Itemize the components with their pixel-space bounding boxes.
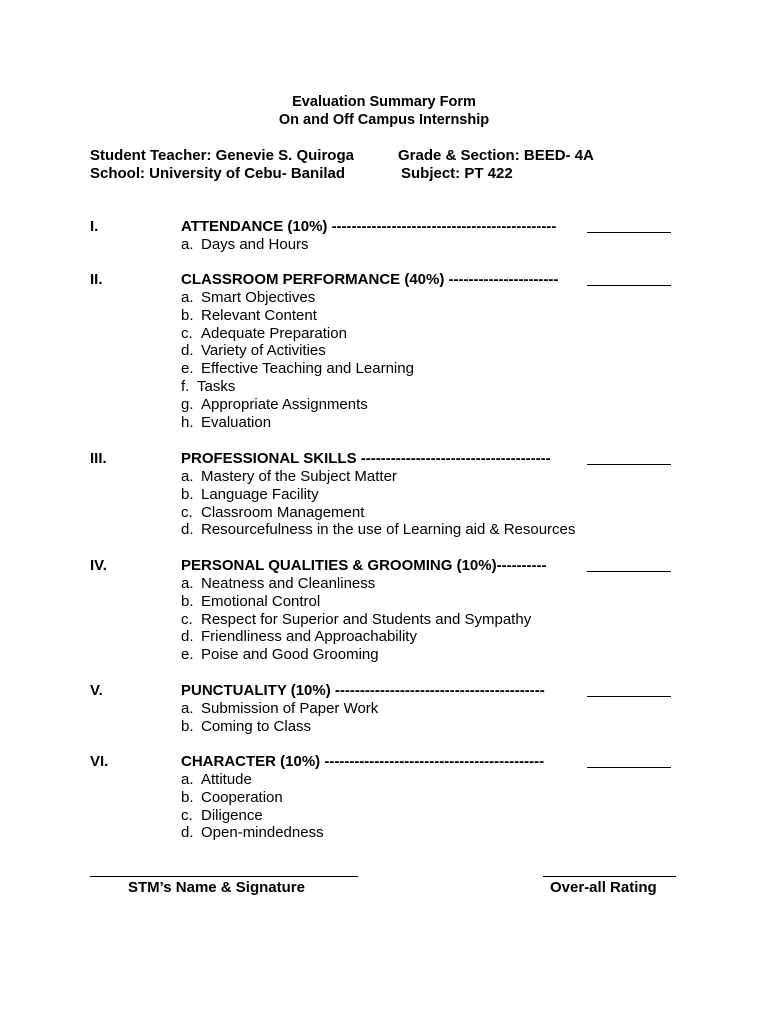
section-numeral: II. bbox=[90, 271, 103, 288]
list-item: e. Poise and Good Grooming bbox=[181, 646, 379, 664]
item-list bbox=[181, 575, 531, 664]
section-numeral: IV. bbox=[90, 557, 107, 574]
rating-blank[interactable] bbox=[587, 464, 671, 465]
list-item: d. Friendliness and Approachability bbox=[181, 628, 417, 646]
section-title: PERSONAL QUALITIES & GROOMING (10%)---------- bbox=[181, 557, 547, 574]
item-list bbox=[181, 700, 378, 736]
list-item: b. Relevant Content bbox=[181, 306, 317, 324]
section-numeral: I. bbox=[90, 218, 99, 235]
list-item: c. Classroom Management bbox=[181, 503, 365, 521]
section-title: CHARACTER (10%) -------------------------------------------- bbox=[181, 753, 545, 770]
list-item: c. Adequate Preparation bbox=[181, 324, 347, 342]
rating-blank[interactable] bbox=[587, 232, 671, 233]
item-list bbox=[181, 289, 414, 431]
list-item: f. Tasks bbox=[181, 377, 236, 395]
item-list bbox=[181, 468, 575, 539]
list-item: d. Variety of Activities bbox=[181, 342, 326, 360]
list-item: e. Effective Teaching and Learning bbox=[181, 360, 414, 378]
list-item: h. Evaluation bbox=[181, 413, 272, 431]
list-item: b. Emotional Control bbox=[181, 592, 321, 610]
overall-rating-label: Over-all Rating bbox=[550, 879, 657, 896]
list-item: d. Open-mindedness bbox=[181, 824, 324, 842]
item-list bbox=[181, 771, 324, 842]
rating-blank[interactable] bbox=[587, 571, 671, 572]
grade-section: Grade & Section: BEED- 4A bbox=[398, 147, 594, 164]
stm-signature-label: STM’s Name & Signature bbox=[128, 879, 305, 896]
list-item: a. Mastery of the Subject Matter bbox=[181, 468, 397, 485]
list-item: a. Days and Hours bbox=[181, 236, 309, 253]
rating-blank[interactable] bbox=[587, 767, 671, 768]
overall-rating-line[interactable] bbox=[543, 876, 676, 877]
list-item: a. Submission of Paper Work bbox=[181, 700, 379, 717]
section-title: PROFESSIONAL SKILLS -------------------------------------- bbox=[181, 450, 551, 467]
section-title: CLASSROOM PERFORMANCE (40%) ---------------------- bbox=[181, 271, 559, 288]
list-item: b. Coming to Class bbox=[181, 717, 312, 735]
section-numeral: VI. bbox=[90, 753, 109, 770]
section-numeral: III. bbox=[90, 450, 107, 467]
list-item: g. Appropriate Assignments bbox=[181, 395, 368, 413]
section-numeral: V. bbox=[90, 682, 103, 699]
student-teacher: Student Teacher: Genevie S. Quiroga bbox=[90, 147, 354, 164]
stm-signature-line[interactable] bbox=[90, 876, 358, 877]
list-item: a. Smart Objectives bbox=[181, 289, 316, 306]
section-title: PUNCTUALITY (10%) ------------------------------------------ bbox=[181, 682, 545, 699]
rating-blank[interactable] bbox=[587, 285, 671, 286]
form-subtitle: On and Off Campus Internship bbox=[278, 112, 490, 128]
school: School: University of Cebu- Banilad bbox=[90, 165, 346, 182]
list-item: a. Attitude bbox=[181, 771, 252, 788]
item-list bbox=[181, 236, 309, 254]
list-item: d. Resourcefulness in the use of Learning aid & Resources bbox=[181, 521, 576, 539]
form-title: Evaluation Summary Form bbox=[292, 94, 476, 110]
list-item: b. Cooperation bbox=[181, 788, 283, 806]
list-item: c. Diligence bbox=[181, 806, 263, 824]
rating-blank[interactable] bbox=[587, 696, 671, 697]
subject: Subject: PT 422 bbox=[401, 165, 513, 182]
list-item: b. Language Facility bbox=[181, 485, 319, 503]
list-item: a. Neatness and Cleanliness bbox=[181, 575, 376, 592]
list-item: c. Respect for Superior and Students and Sympathy bbox=[181, 610, 532, 628]
section-title: ATTENDANCE (10%) --------------------------------------------- bbox=[181, 218, 557, 235]
